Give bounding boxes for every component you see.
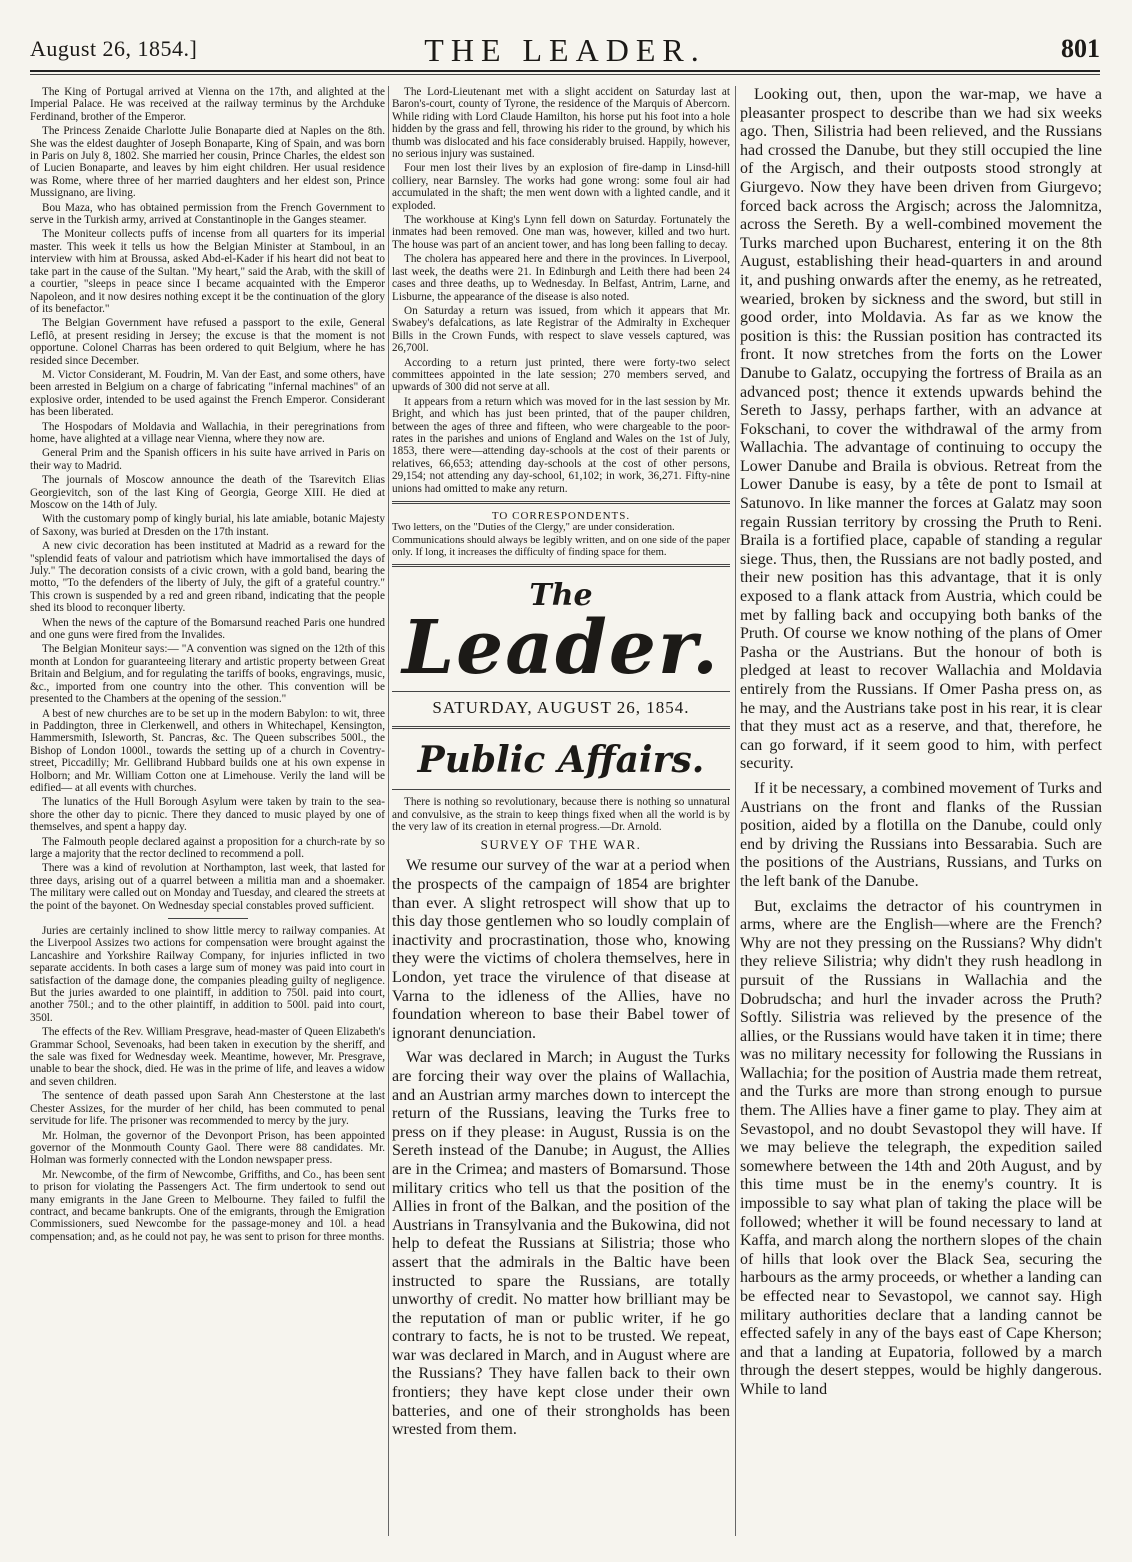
epigraph: There is nothing so revolutionary, because there is nothing so unnatural and convulsive, as the strain to keep things fixed when all the world is by the very law of its creation in eternal progress.—Dr. Arnold. xyxy=(392,796,730,834)
news-item: The workhouse at King's Lynn fell down on Saturday. Fortunately the inmates had been removed. One man was, however, killed and two hurt. The house was part of an ancient tower, and has long been falling to decay. xyxy=(392,214,730,251)
column-news-1 xyxy=(30,86,385,1541)
header-rule xyxy=(30,74,1100,75)
news-item: It appears from a return which was moved for in the last session by Mr. Bright, and which has just been printed, that of the pauper children, between the ages of three and fifteen, who were chargeable to the poor-rates in the parishes and unions of England and Wales on the 1st of July, 1853, there were—attending day-schools at the cost of their parents or relatives, 66,653; attending day-schools at the cost of other persons, 29,154; not attending any day-school, 61,102; in work, 36,271. Fifty-nine unions had omitted to make any return. xyxy=(392,395,730,495)
news-item: The effects of the Rev. William Presgrave, head-master of Queen Elizabeth's Grammar School, Sevenoaks, had been taken in execution by the sheriff, and the sale was fixed for Wednesday week. Meantime, however, Mr. Presgrave, unable to bear the shock, died. He was in the prime of life, and leaves a widow and seven children. xyxy=(30,1026,385,1088)
newspaper-logo xyxy=(392,578,730,692)
correspondents-heading: TO CORRESPONDENTS. xyxy=(491,510,631,522)
news-item: The cholera has appeared here and there in the provinces. In Liverpool, last week, the deaths were 21. In Edinburgh and Leith there had been 24 cases and three deaths, up to Wednesday. In Belfast, Antrim, Larne, and Lisburne, the appearance of the disease is also noted. xyxy=(392,253,730,303)
news-item: A new civic decoration has been instituted at Madrid as a reward for the "splendid feats of valour and patriotism which have immortalised the days of July." The decoration consists of a civic crown, with a gold band, bearing the motto, "To the defenders of the liberty of July, the gift of a grateful country." This crown is suspended by a red and green riband, indicating that the people shed its blood to reconquer liberty. xyxy=(30,540,385,615)
news-item: Bou Maza, who has obtained permission from the French Government to serve in the Turkish army, arrived at Constantinople in the Ganges steamer. xyxy=(30,201,385,227)
logo-name: Leader. xyxy=(402,605,720,692)
news-items-a xyxy=(30,86,385,912)
news-item: The Lord-Lieutenant met with a slight accident on Saturday last at Baron's-court, county of Tyrone, the residence of the Marquis of Abercorn. While riding with Lord Claude Hamilton, his horse put his foot into a hole hidden by the grass and fell, throwing his rider to the ground, by which his thumb was dislocated and his face considerably bruised. Happily, however, no serious injury was sustained. xyxy=(392,86,730,161)
correspondents-note: Communications should always be legibly written, and on one side of the paper only. If long, it increases the difficulty of finding space for them. xyxy=(392,535,730,558)
section-rule xyxy=(392,564,730,567)
article-title: SURVEY OF THE WAR. xyxy=(480,837,642,853)
news-item: Four men lost their lives by an explosion of fire-damp in Linsd-hill colliery, near Barnsley. The works had gone wrong: some foul air had accumulated in the shaft; the men went down with a lighted candle, and it exploded. xyxy=(392,162,730,212)
column-news-2 xyxy=(392,86,730,1541)
news-item: The King of Portugal arrived at Vienna on the 17th, and alighted at the Imperial Palace. He was received at the railway terminus by the Archduke Ferdinand, brother of the Emperor. xyxy=(30,86,385,123)
correspondents-box xyxy=(392,510,730,558)
news-item: The Belgian Moniteur says:— "A convention was signed on the 12th of this month at London for guaranteeing literary and artistic property between Great Britain and Belgium, and for regulating the tariffs of books, engravings, music, &c., imported from one country into the other. This convention will be presented to the Chambers at the opening of the session." xyxy=(30,643,385,706)
issue-date: August 26, 1854.] xyxy=(30,36,198,61)
news-items-b xyxy=(30,925,385,1243)
news-item: The journals of Moscow announce the death of the Tsarevitch Elias Georgievitch, son of the last King of Georgia, George XIII. He died at Moscow on the 14th of July. xyxy=(30,474,385,511)
news-item: M. Victor Considerant, M. Foudrin, M. Van der East, and some others, have been arrested in Belgium on a charge of fabricating "infernal machines" of an explosive order, intended to be used against the French Emperor. Considerant has been liberated. xyxy=(30,368,385,419)
correspondents-note: Two letters, on the "Duties of the Clergy," are under consideration. xyxy=(392,522,675,533)
column-divider xyxy=(735,86,736,1536)
section-rule xyxy=(392,726,730,729)
article-paragraph: We resume our survey of the war at a period when the prospects of the campaign of 1854 are brighter than ever. A slight retrospect will show that up to this day those gentlemen who so loudly complain of inactivity and procrastination, those who, knowing they were the victims of cholera themselves, here in London, yet trace the virulence of that disease at Varna to the idleness of the Allies, have no foundation whereon to base their Babel tower of ignorant denunciation. xyxy=(392,857,730,1042)
article-paragraph: But, exclaims the detractor of his countrymen in arms, where are the English—where are the French? Why are not they pressing on the Russians? Why didn't they relieve Silistria; why didn't they rush headlong in pursuit of the Russians in Wallachia and the Dobrudscha; and hurl the invader across the Pruth? Softly. Silistria was relieved by the presence of the allies, or the Russians would have taken it in time; there was no military necessity for following the Russians in Wallachia; for the position of Austria made them retreat, and the Turks are more than strong enough to pursue them. The Allies have a finer game to play. They aim at Sevastopol, and no doubt Sevastopol they will have. If we may believe the telegraph, the expedition sailed somewhere between the 14th and 20th August, and by this time must be in the enemy's country. It is impossible to say what plan of taking the place will be followed; whether it will be found necessary to land at Kaffa, and march along the northern slopes of the chain of hills that look over the Black Sea, securing the harbours as the army proceeds, or whether a landing can be effected near to Sevastopol, we cannot say. High military authorities declare that a landing cannot be effected safely in any of the bays east of Cape Kherson; and that a landing at Eupatoria, followed by a march through the desert steppes, would be highly dangerous. While to land xyxy=(740,897,1102,1398)
news-item: The Belgian Government have refused a passport to the exile, General Leflô, at present residing in Jersey; the excuse is that the moment is not opportune. Colonel Charras has been ordered to quit Belgium, where he has resided since December. xyxy=(30,317,385,367)
news-item: Juries are certainly inclined to show little mercy to railway companies. At the Liverpool Assizes two actions for compensation were brought against the Lancashire and Yorkshire Railway Company, for injuries inflicted in two separate accidents. In both cases a large sum of money was paid into court in satisfaction of the damage done, the companies pleading guilty of negligence. But the juries awarded to one plaintiff, in addition to 750l. paid into court, another 750l.; and to the other plaintiff, in addition to 500l. paid into court, 350l. xyxy=(30,925,385,1024)
column-article-continued xyxy=(740,86,1102,1541)
section-title: Public Affairs. xyxy=(417,739,705,782)
news-item: The sentence of death passed upon Sarah Ann Chesterstone at the last Chester Assizes, for the murder of her child, has been commuted to penal servitude for life. The prisoner was recommended to mercy by the jury. xyxy=(30,1090,385,1128)
news-item: The Princess Zenaide Charlotte Julie Bonaparte died at Naples on the 8th. She was the eldest daughter of Joseph Bonaparte, King of Spain, and was born in Paris on July 8, 1802. She married her cousin, Prince Charles, the eldest son of Lucien Bonaparte, and leaves by him eight children. Her usual residence was Rome, where three of her married daughters and her eldest son, Prince Mussignano, are living. xyxy=(30,125,385,200)
section-rule xyxy=(392,789,730,790)
publication-title: THE LEADER. xyxy=(424,32,706,68)
section-rule xyxy=(392,691,730,692)
news-item: The lunatics of the Hull Borough Asylum were taken by train to the sea-shore the other day to picnic. There they danced to music played by one of themselves, and spent a happy day. xyxy=(30,796,385,834)
article-paragraph: If it be necessary, a combined movement of Turks and Austrians on the front and flanks of the Russian position, aided by a flotilla on the Danube, could only end by driving the Russians into Bessarabia. Such are the positions of the Austrians, Russians, and Turks on the left bank of the Danube. xyxy=(740,779,1102,890)
news-item: When the news of the capture of the Bomarsund reached Paris one hundred and one guns were fired from the Invalides. xyxy=(30,616,385,642)
news-item: With the customary pomp of kingly burial, his late amiable, botanic Majesty of Saxony, was buried at Dresden on the 17th instant. xyxy=(30,513,385,538)
logo-the: The xyxy=(529,578,593,614)
news-item: On Saturday a return was issued, from which it appears that Mr. Swabey's defalcations, as late Registrar of the Admiralty in Exchequer Bills in the Crown Funds, with respect to slave vessels captured, was 26,700l. xyxy=(392,304,730,355)
news-item: The Hospodars of Moldavia and Wallachia, in their peregrinations from home, have alighted at a village near Vienna, where they now are. xyxy=(30,420,385,445)
article-body xyxy=(392,857,730,1439)
news-item: Mr. Holman, the governor of the Devonport Prison, has been appointed governor of the Monmouth County Gaol. There were 88 candidates. Mr. Holman was formerly connected with the London newspaper press. xyxy=(30,1129,385,1167)
masthead xyxy=(30,28,1100,72)
page-number: 801 xyxy=(1061,34,1100,63)
news-item: General Prim and the Spanish officers in his suite have arrived in Paris on their way to Madrid. xyxy=(30,447,385,472)
section-rule xyxy=(392,501,730,504)
news-item: A best of new churches are to be set up in the modern Babylon: to wit, three in Paddington, three in Clerkenwell, and others in Whitechapel, Kensington, Hammersmith, Isleworth, St. Pancras, &c. The Queen subscribes 500l., the Bishop of London 1000l., towards the setting up of a church in Coventry-street, Piccadilly; Mr. Gellibrand Hubbard builds one at his own expense in Holborn; and Mr. William Cotton one at Limehouse. Verily the land will be edified— at all events with churches. xyxy=(30,707,385,794)
news-item: The Moniteur collects puffs of incense from all quarters for its imperial master. This week it tells us how the Belgian Minister at Stamboul, in an interview with him at Broussa, asked Abd-el-Kader if his heart did not beat to take part in the cause of the Sultan. "My heart," said the Arab, with the skill of a courtier, "sleeps in peace since I became acquainted with the Emperor Napoleon, and it now desires nothing except it be the continuation of the glory of its benefactor." xyxy=(30,228,385,315)
article-paragraph: Looking out, then, upon the war-map, we have a pleasanter prospect to describe than we had six weeks ago. Then, Silistria had been relieved, and the Russians had crossed the Danube, but they still occupied the line of the Argisch, and their outposts stood strongly at Giurgevo. Now they have been driven from Giurgevo; forced back across the Argisch; across the Jalomnitza, across the Sereth. By a well-combined movement the Turks marched upon Bucharest, entering it on the 8th August, establishing their head-quarters in and around it, and pushing onwards after the enemy, as he retreated, wearied, broken by sickness and the sword, but still in good order, into Moldavia. As far as we know the position is this: the Russian position has contracted its front. It now stretches from the forts on the Lower Danube to Galatz, occupying the fortress of Braila as an advanced post; thence it extends upwards behind the Sereth to Jassy, perhaps farther, with an advance at Fokschani, to cover the withdrawal of the army from Wallachia. The advantage of continuing to occupy the Lower Danube and Braila is obvious. Retreat from the Lower Danube is easy, by a tête de pont to Ismail at Satunovo. In like manner the forces at Galatz may soon regain Russian territory by crossing the Pruth to Reni. Braila is a fortified place, capable of standing a regular siege. Thus, then, the Russians are not badly posted, and their new position has this advantage, that it is only exposed to a flank attack from Austria, which could be met by falling back and occupying both banks of the Pruth. Of course we know nothing of the plans of Omer Pasha or the Austrians. But the honour of both is pledged at least to recover Wallachia and Moldavia entirely from the Russians. If Omer Pasha press on, as he may, and the Austrians take post in his rear, it is clear that they must act as a reserve, and that, therefore, he can go forward, if it seem good to him, with perfect security. xyxy=(740,86,1102,773)
news-item: According to a return just printed, there were forty-two select committees appointed in the late session; 270 members served, and upwards of 300 did not serve at all. xyxy=(392,356,730,394)
news-item: The Falmouth people declared against a proposition for a church-rate by so large a majority that the rector declined to recommend a poll. xyxy=(30,835,385,860)
article-paragraph: War was declared in March; in August the Turks are forcing their way over the plains of Wallachia, and an Austrian army marches down to intercept the return of the Russians, leaving the Turks free to press on if they please: in August, Russia is on the Sereth instead of the Danube; in August, the Allies are in the Crimea; and masters of Bomarsund. Those military critics who tell us that the position of the Allies in front of the Balkan, and the position of the Austrians in Transylvania and the Bukowina, did not help to defeat the Russians at Silistria; those who assert that the admirals in the Baltic have been instructed to spare the Russians, are totally unworthy of credit. No matter how brilliant may be the reputation of man or public writer, if he go contrary to facts, he is not to be trusted. We repeat, war was declared in March, and in August where are the Russians? They have fallen back to their own frontiers; they have kept close under their own batteries, and one of their strongholds has been wrested from them. xyxy=(392,1049,730,1439)
column-divider xyxy=(388,86,389,1536)
dateline: SATURDAY, AUGUST 26, 1854. xyxy=(432,698,690,718)
news-item: Mr. Newcombe, of the firm of Newcombe, Griffiths, and Co., has been sent to prison for violating the Passengers Act. The firm undertook to send out many emigrants in the Jane Green to Melbourne. They failed to fulfil the contract, and became bankrupts. One of the emigrants, through the Emigration Commissioners, sued Newcombe for the passage-money and 10l. a head compensation; and, as he could not pay, he was sent to prison for three months. xyxy=(30,1168,385,1243)
section-rule xyxy=(168,918,248,919)
news-item: There was a kind of revolution at Northampton, last week, that lasted for three days, arising out of a quarrel between a militia man and a shoemaker. The military were called out on Monday and Tuesday, and cleared the streets at the point of the bayonet. On Wednesday special constables proved sufficient. xyxy=(30,862,385,912)
